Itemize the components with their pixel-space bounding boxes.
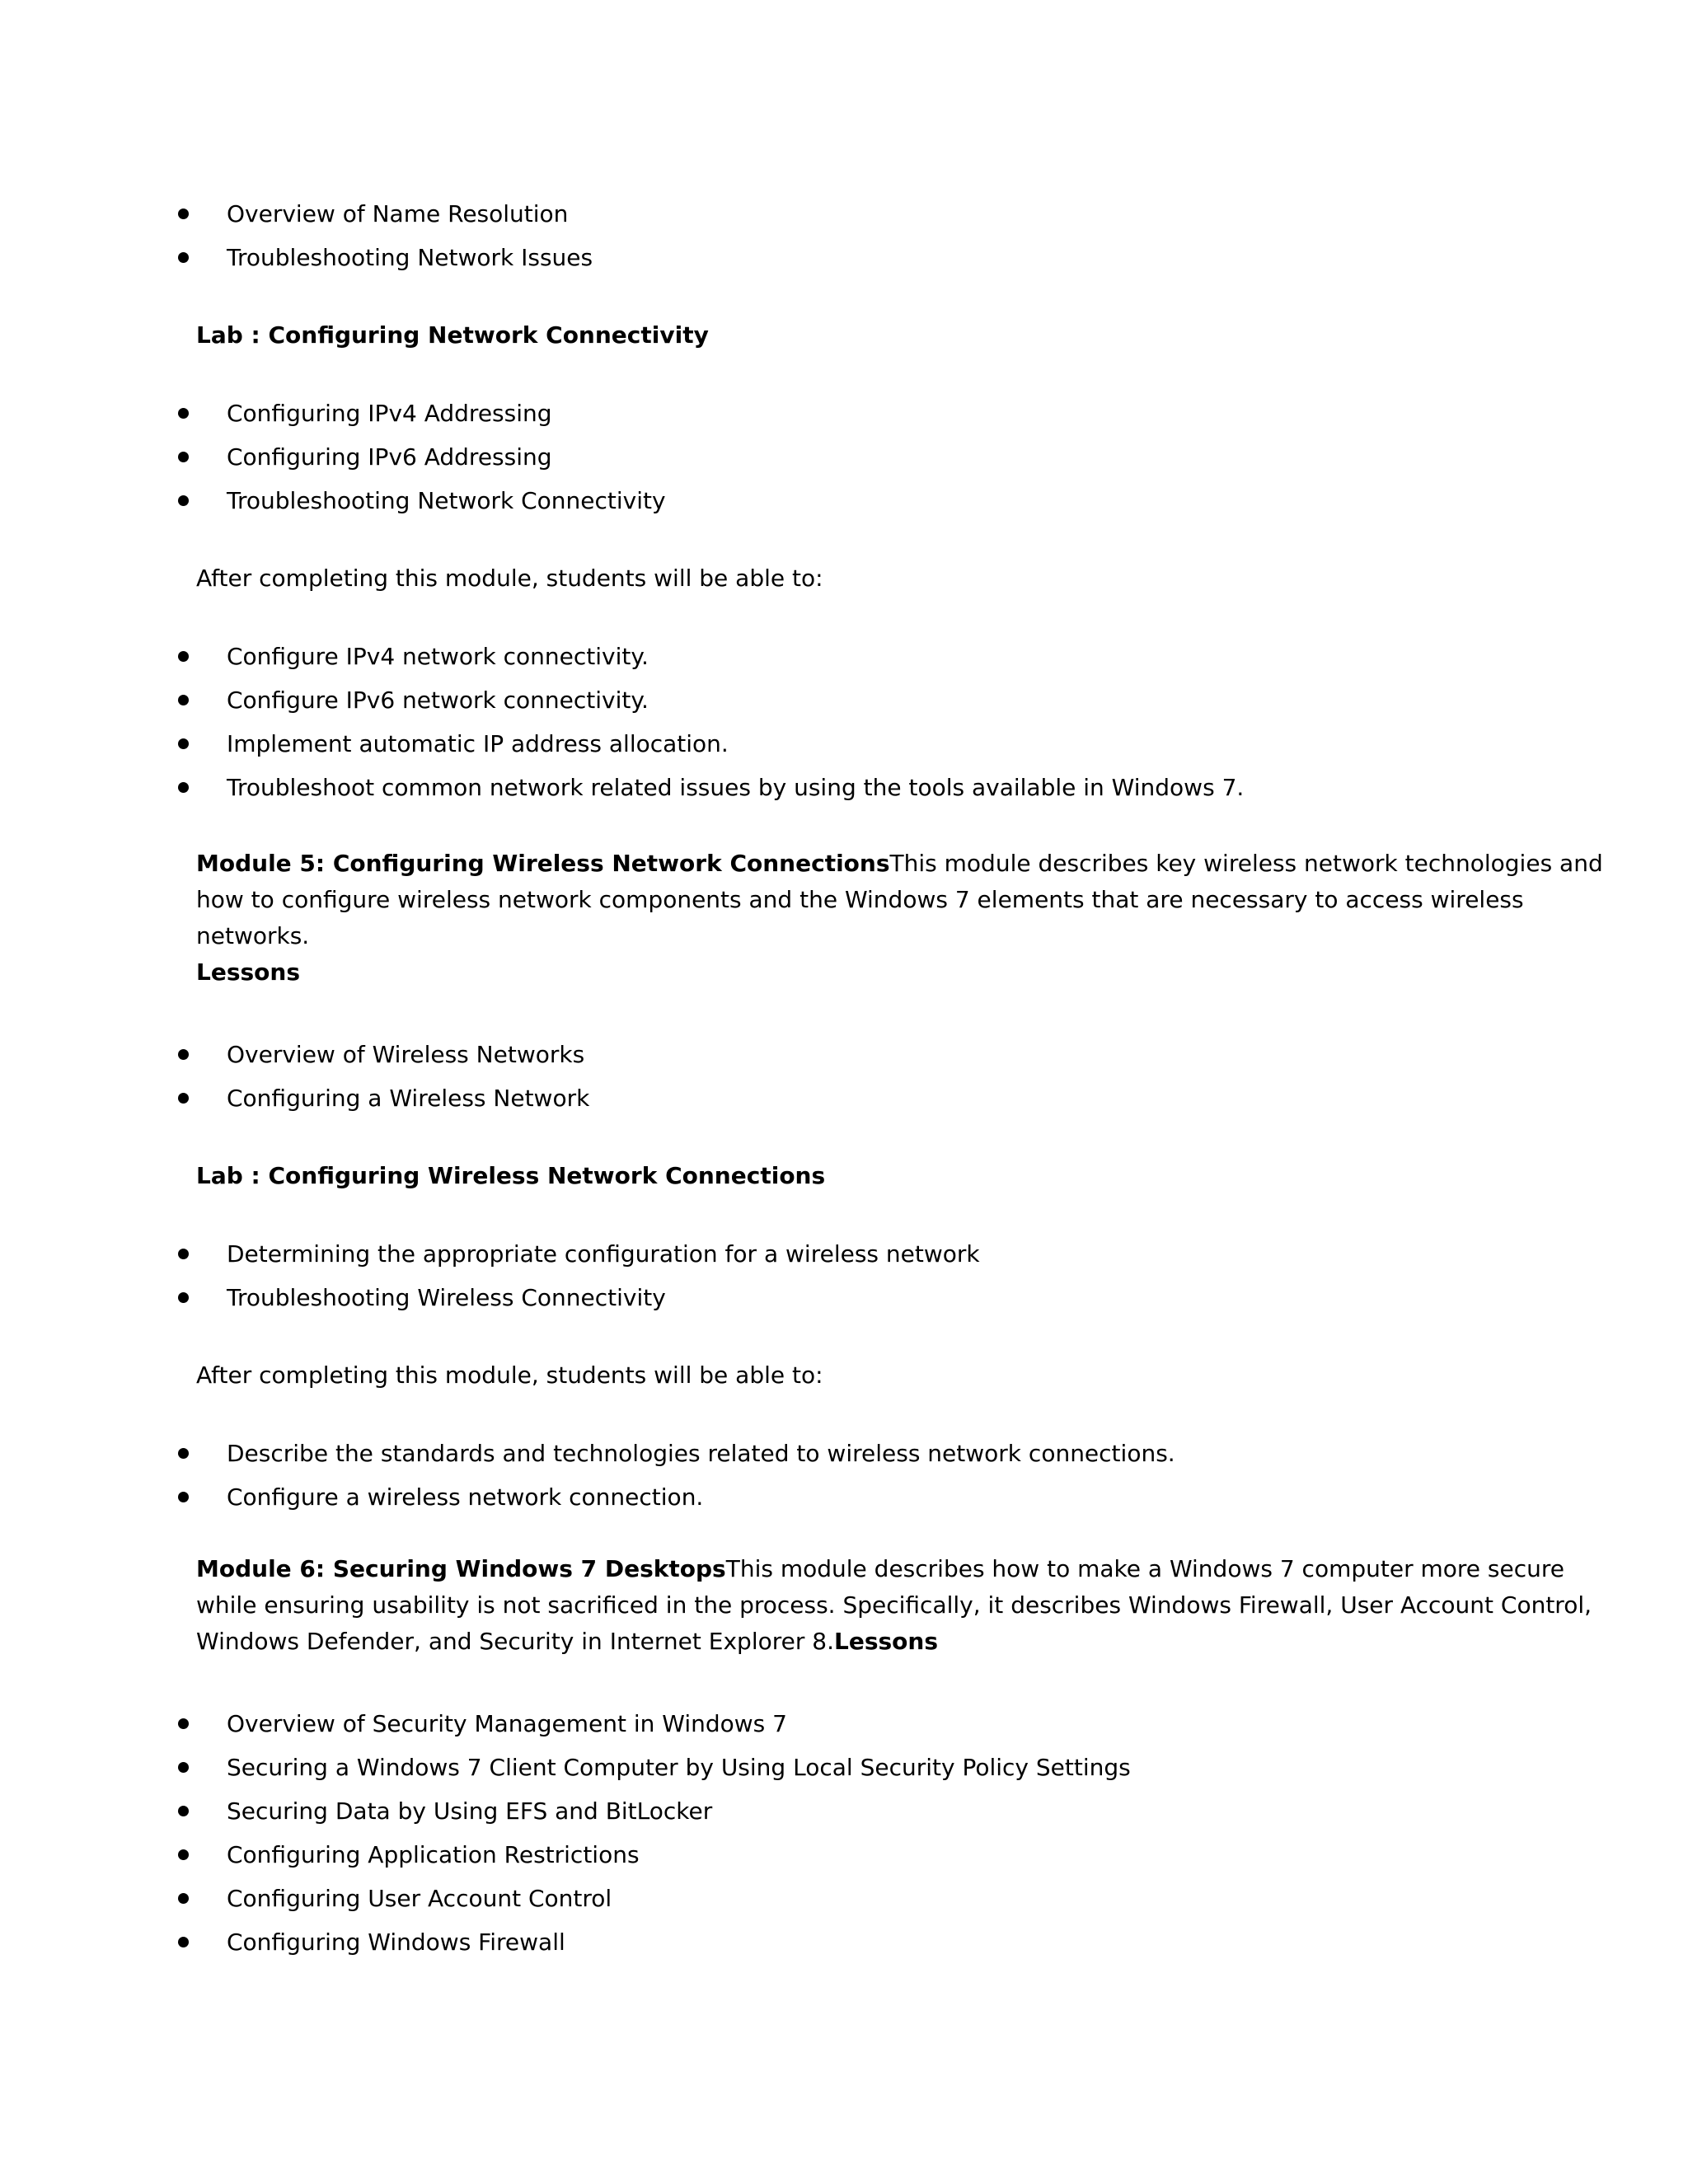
outcomes-intro: After completing this module, students will be able to:: [196, 1361, 823, 1389]
list-item: Troubleshooting Network Connectivity: [227, 487, 666, 514]
bullet: [178, 1893, 189, 1904]
bullet: [178, 651, 189, 662]
list-item: Configuring Application Restrictions: [227, 1841, 640, 1868]
bullet: [178, 1492, 189, 1502]
bullet: [178, 1718, 189, 1729]
lessons-label: Lessons: [196, 958, 300, 986]
lab-heading: Lab : Configuring Wireless Network Connections: [196, 1162, 826, 1189]
module-5-desc-line: networks.: [196, 922, 310, 949]
bullet: [178, 738, 189, 749]
bullet: [178, 1937, 189, 1947]
module-6-desc-line: Windows Defender, and Security in Internet Explorer 8.: [196, 1628, 834, 1655]
module-6-description: [196, 1551, 1592, 1660]
outcomes-intro: After completing this module, students will be able to:: [196, 565, 823, 592]
bullet: [178, 1849, 189, 1860]
bullet: [178, 452, 189, 462]
module-5-description: [196, 846, 1603, 991]
bullet: [178, 1249, 189, 1259]
bullet: [178, 408, 189, 419]
module-6-title: Module 6: Securing Windows 7 Desktops: [196, 1555, 726, 1582]
list-item: Overview of Name Resolution: [227, 200, 569, 227]
bullet: [178, 252, 189, 263]
bullet: [178, 1049, 189, 1060]
list-item: Configuring User Account Control: [227, 1885, 612, 1912]
bullet: [178, 495, 189, 506]
list-item: Configuring a Wireless Network: [227, 1085, 590, 1112]
list-item: Configure a wireless network connection.: [227, 1483, 704, 1511]
list-item: Configuring IPv6 Addressing: [227, 443, 552, 471]
bullet: [178, 1292, 189, 1303]
list-item: Configuring Windows Firewall: [227, 1929, 565, 1956]
list-item: Troubleshooting Network Issues: [227, 244, 593, 271]
bullet: [178, 1093, 189, 1104]
bullet: [178, 209, 189, 219]
list-item: Implement automatic IP address allocation.: [227, 730, 729, 757]
list-item: Troubleshoot common network related issues by using the tools available in Windows 7.: [227, 774, 1245, 801]
list-item: Describe the standards and technologies related to wireless network connections.: [227, 1440, 1175, 1467]
lessons-label: Lessons: [833, 1628, 938, 1655]
list-item: Configure IPv4 network connectivity.: [227, 643, 649, 670]
bullet: [178, 695, 189, 705]
list-item: Configure IPv6 network connectivity.: [227, 687, 649, 714]
list-item: Configuring IPv4 Addressing: [227, 400, 552, 427]
module-5-title: Module 5: Configuring Wireless Network Connections: [196, 850, 890, 877]
list-item: Troubleshooting Wireless Connectivity: [227, 1284, 666, 1311]
list-item: Determining the appropriate configuration for a wireless network: [227, 1240, 980, 1268]
bullet: [178, 1448, 189, 1459]
bullet: [178, 782, 189, 793]
bullet: [178, 1806, 189, 1816]
module-6-desc-line: This module describes how to make a Windows 7 computer more secure: [725, 1555, 1565, 1582]
lab-heading: Lab : Configuring Network Connectivity: [196, 321, 709, 349]
list-item: Securing Data by Using EFS and BitLocker: [227, 1797, 713, 1825]
module-6-desc-line: while ensuring usability is not sacrificed in the process. Specifically, it describes Windows Firewall, User Account Control,: [196, 1591, 1592, 1619]
bullet: [178, 1762, 189, 1773]
list-item: Securing a Windows 7 Client Computer by Using Local Security Policy Settings: [227, 1754, 1131, 1781]
list-item: Overview of Wireless Networks: [227, 1041, 585, 1068]
module-5-desc-line: This module describes key wireless network technologies and: [889, 850, 1603, 877]
list-item: Overview of Security Management in Windows 7: [227, 1710, 787, 1737]
module-5-desc-line: how to configure wireless network components and the Windows 7 elements that are necessary to access wireless: [196, 886, 1524, 913]
